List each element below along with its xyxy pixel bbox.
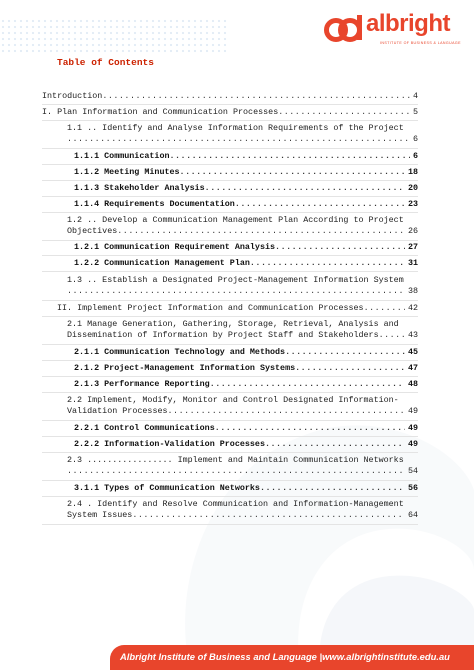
toc-entry-label: 2.1.2 Project-Management Information Systems xyxy=(74,363,296,373)
toc-page-number: 49 xyxy=(407,439,418,449)
dot-leader xyxy=(250,258,405,269)
toc-entry-label: II. Implement Project Information and Communication Processes xyxy=(57,303,364,313)
toc-page-number: 6 xyxy=(412,134,418,145)
toc-entry[interactable] xyxy=(67,455,418,477)
toc-page-number: 42 xyxy=(407,303,418,313)
toc-page-number: 18 xyxy=(407,167,418,177)
toc-entry[interactable] xyxy=(67,499,418,521)
toc-entry[interactable] xyxy=(74,183,418,194)
toc-entry-label: 1.1.4 Requirements Documentation xyxy=(74,199,235,209)
toc-page-number: 31 xyxy=(407,258,418,268)
toc-entry-label-continued: Validation Processes xyxy=(67,406,168,417)
toc-divider xyxy=(42,420,418,421)
dot-leader xyxy=(168,406,405,417)
toc-divider xyxy=(42,271,418,272)
toc-entry[interactable] xyxy=(42,91,418,102)
dot-pattern xyxy=(0,18,230,54)
toc-entry-label-continued: System Issues xyxy=(67,510,133,521)
toc-entry-label: 2.2.2 Information-Validation Processes xyxy=(74,439,265,449)
toc-entry[interactable] xyxy=(74,363,418,374)
footer-text: Albright Institute of Business and Language |www.albrightinstitute.edu.au xyxy=(120,651,450,662)
toc-entry-label: 2.1.3 Performance Reporting xyxy=(74,379,210,389)
toc-page-number: 48 xyxy=(407,379,418,389)
toc-divider xyxy=(42,148,418,149)
toc-divider xyxy=(42,240,418,241)
dot-leader xyxy=(260,483,405,494)
toc-divider xyxy=(42,360,418,361)
toc-page-number: 56 xyxy=(407,483,418,493)
toc-divider xyxy=(42,436,418,437)
toc-entry[interactable] xyxy=(74,199,418,210)
toc-entry-label: 1.2 .. Develop a Communication Management Plan According to Project xyxy=(67,215,404,225)
toc-entry[interactable] xyxy=(74,258,418,269)
toc-entry[interactable] xyxy=(74,347,418,358)
logo-tagline: INSTITUTE OF BUSINESS & LANGUAGE xyxy=(380,41,461,45)
toc-entry-label: 2.1.1 Communication Technology and Methods xyxy=(74,347,286,357)
toc-divider xyxy=(42,480,418,481)
dot-leader xyxy=(364,303,405,314)
toc-page-number: 4 xyxy=(412,91,418,101)
toc-entry[interactable] xyxy=(74,151,418,162)
toc-entry-label: 2.2 Implement, Modify, Monitor and Control Designated Information- xyxy=(67,395,399,405)
toc-entry[interactable] xyxy=(57,303,418,314)
dot-leader xyxy=(170,151,410,162)
dot-leader xyxy=(285,347,405,358)
toc-page-number: 54 xyxy=(407,466,418,477)
dot-leader xyxy=(275,242,405,253)
albright-logo xyxy=(322,10,472,53)
toc-divider xyxy=(42,496,418,497)
dot-leader xyxy=(67,134,410,145)
toc-entry-label-continued: Objectives xyxy=(67,226,118,237)
toc-entry[interactable] xyxy=(74,483,418,494)
dot-leader xyxy=(180,167,405,178)
dot-leader xyxy=(67,466,405,477)
toc-divider xyxy=(42,524,418,525)
toc-entry-label: 2.3 ................. Implement and Maintain Communication Networks xyxy=(67,455,404,465)
toc-entry[interactable] xyxy=(74,379,418,390)
dot-leader xyxy=(215,423,405,434)
logo-wordmark: albright xyxy=(366,10,450,37)
toc-entry-label: 1.1.3 Stakeholder Analysis xyxy=(74,183,205,193)
toc-divider xyxy=(42,316,418,317)
dot-leader xyxy=(235,199,405,210)
dot-leader xyxy=(117,226,405,237)
toc-divider xyxy=(42,376,418,377)
toc-page-number: 64 xyxy=(407,510,418,521)
toc-entry[interactable] xyxy=(67,215,418,237)
toc-page-number: 45 xyxy=(407,347,418,357)
toc-page-number: 6 xyxy=(412,151,418,161)
dot-leader xyxy=(102,91,410,102)
dot-leader xyxy=(379,330,405,341)
toc-divider xyxy=(42,344,418,345)
toc-entry-label: 2.1 Manage Generation, Gathering, Storage, Retrieval, Analysis and xyxy=(67,319,399,329)
toc-entry[interactable] xyxy=(67,123,418,145)
toc-divider xyxy=(42,255,418,256)
toc-page-number: 23 xyxy=(407,199,418,209)
toc-divider xyxy=(42,452,418,453)
toc-entry-label: 1.2.1 Communication Requirement Analysis xyxy=(74,242,276,252)
dot-leader xyxy=(205,183,405,194)
toc-page-number: 5 xyxy=(412,107,418,117)
toc-entry-label: Introduction xyxy=(42,91,103,101)
toc-title: Table of Contents xyxy=(57,57,154,68)
toc-entry-label-continued: Dissemination of Information by Project Staff and Stakeholders xyxy=(67,330,379,341)
dot-leader xyxy=(265,439,405,450)
toc-entry-label: 1.3 .. Establish a Designated Project-Management Information System xyxy=(67,275,404,285)
toc-entry[interactable] xyxy=(67,319,418,341)
dot-leader xyxy=(132,510,405,521)
toc-divider xyxy=(42,180,418,181)
albright-logo-icon xyxy=(324,13,362,45)
toc-page-number: 47 xyxy=(407,363,418,373)
toc-entry-label: I. Plan Information and Communication Processes xyxy=(42,107,279,117)
toc-entry-label: 1.1.1 Communication xyxy=(74,151,170,161)
dot-leader xyxy=(67,286,405,297)
toc-page-number: 49 xyxy=(407,423,418,433)
toc-entry[interactable] xyxy=(67,395,418,417)
toc-entry[interactable] xyxy=(42,107,418,118)
toc-divider xyxy=(42,196,418,197)
toc-page-number: 20 xyxy=(407,183,418,193)
dot-leader xyxy=(278,107,410,118)
toc-divider xyxy=(42,104,418,105)
toc-page-number: 49 xyxy=(407,406,418,417)
toc-page-number: 38 xyxy=(407,286,418,297)
dot-leader xyxy=(210,379,405,390)
toc-divider xyxy=(42,300,418,301)
toc-entry[interactable] xyxy=(74,423,418,434)
toc-entry-label: 1.1 .. Identify and Analyse Information Requirements of the Project xyxy=(67,123,404,133)
toc-divider xyxy=(42,120,418,121)
toc-page-number: 26 xyxy=(407,226,418,237)
toc-entry-label: 3.1.1 Types of Communication Networks xyxy=(74,483,260,493)
footer-bar xyxy=(110,645,474,670)
toc-page-number: 27 xyxy=(407,242,418,252)
toc-entry-label: 2.4 . Identify and Resolve Communication and Information-Management xyxy=(67,499,404,509)
toc-divider xyxy=(42,164,418,165)
toc-entry-label: 1.2.2 Communication Management Plan xyxy=(74,258,250,268)
toc-entry[interactable] xyxy=(74,439,418,450)
toc-entry-label: 2.2.1 Control Communications xyxy=(74,423,215,433)
toc-entry[interactable] xyxy=(74,242,418,253)
toc-divider xyxy=(42,392,418,393)
toc-page-number: 43 xyxy=(407,330,418,341)
toc-entry[interactable] xyxy=(67,275,418,297)
toc-entry[interactable] xyxy=(74,167,418,178)
toc-divider xyxy=(42,212,418,213)
dot-leader xyxy=(295,363,405,374)
toc-entry-label: 1.1.2 Meeting Minutes xyxy=(74,167,180,177)
